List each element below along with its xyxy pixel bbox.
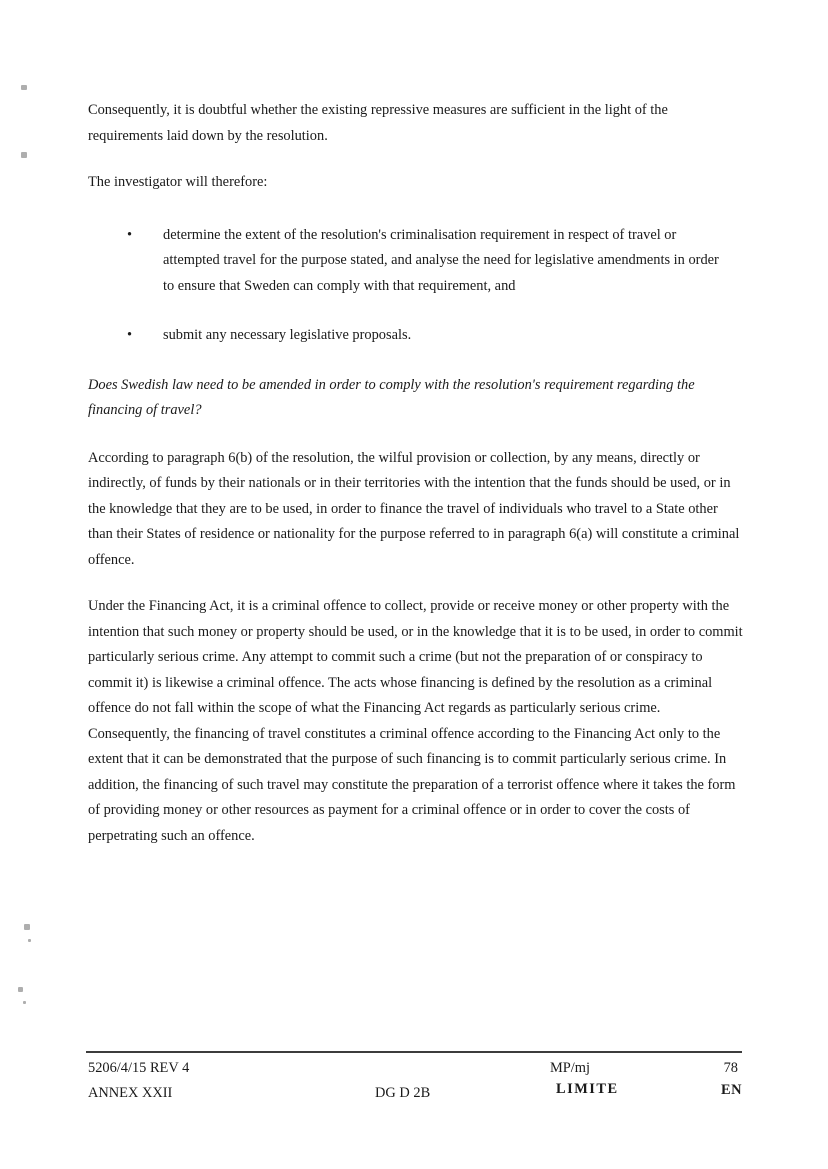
footer-doc-number: 5206/4/15 REV 4 xyxy=(88,1060,190,1076)
bullet-text-criminalisation: determine the extent of the resolution's criminalisation requirement in respect of travel or attempted travel for the purpose stated, and analyse the need for legislative amendments in order to ensure that Sweden can comply with that requirement, and xyxy=(163,226,719,294)
scan-artifact xyxy=(18,987,23,992)
scan-artifact xyxy=(21,152,27,158)
footer-page-number: 78 xyxy=(723,1060,738,1076)
page-footer xyxy=(86,1051,742,1121)
bullet-text-proposals: submit any necessary legislative proposals. xyxy=(163,327,412,343)
paragraph-financing-resolution: According to paragraph 6(b) of the resolution, the wilful provision or collection, by any means, directly or indirectly, of funds by their nationals or in their territories with the intention that the funds should be used, or in the knowledge that they are to be used, in order to finance the travel of individuals who travel to a State other than their States of residence or nationality for the purpose referred to in paragraph 6(a) will constitute a criminal offence. xyxy=(88,449,740,568)
paragraph-financing-act: Under the Financing Act, it is a criminal offence to collect, provide or receive money or other property with the intention that such money or property should be used, or in the knowledge that it is to be used, in order to commit particularly serious crime. Any attempt to commit such a crime (but not the preparation of or conspiracy to commit it) is likewise a criminal offence. The acts whose financing is defined by the resolution as a criminal offence do not fall within the scope of what the Financing Act regards as particularly serious crime. Consequently, the financing of travel constitutes a criminal offence according to the Financing Act only to the extent that it can be demonstrated that the purpose of such financing is to commit particularly serious crime. In addition, the financing of such travel may constitute the preparation of a terrorist offence where it takes the form of providing money or other resources as payment for a criminal offence or in order to cover the costs of perpetrating such an offence. xyxy=(88,598,743,844)
footer-annex: ANNEX XXII xyxy=(88,1085,173,1101)
bullet-list xyxy=(88,223,744,349)
footer-dg: DG D 2B xyxy=(375,1085,431,1101)
italic-question-heading: Does Swedish law need to be amended in order to comply with the resolution's requirement regarding the financing of travel? xyxy=(88,376,695,418)
list-item xyxy=(88,223,744,300)
scan-artifact xyxy=(23,1001,26,1004)
scan-artifact xyxy=(24,924,30,930)
paragraph-repressive-measures: Consequently, it is doubtful whether the existing repressive measures are sufficient in the light of the requirements laid down by the resolution. xyxy=(88,102,668,144)
list-item xyxy=(88,323,744,349)
footer-classification: LIMITE xyxy=(556,1081,619,1097)
paragraph-investigator-intro: The investigator will therefore: xyxy=(88,174,268,190)
footer-language: EN xyxy=(721,1082,742,1098)
document-body xyxy=(88,98,744,870)
footer-initials: MP/mj xyxy=(550,1060,590,1076)
scan-artifact xyxy=(21,85,27,90)
bullet-icon: • xyxy=(127,327,133,343)
bullet-icon: • xyxy=(127,226,133,243)
footer-divider xyxy=(86,1051,742,1053)
scan-artifact xyxy=(28,939,31,942)
